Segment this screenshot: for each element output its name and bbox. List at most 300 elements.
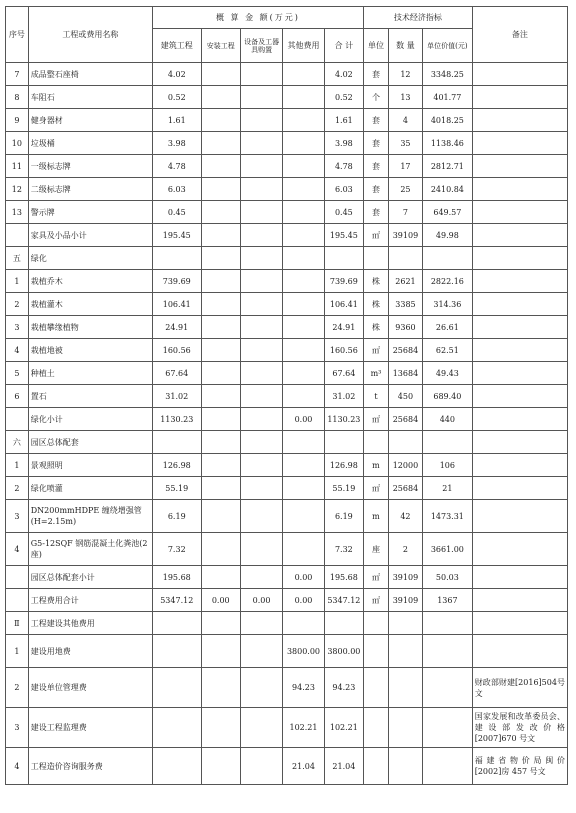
row-build-cell: 195.68 (152, 566, 201, 589)
row-equipment-cell (240, 293, 282, 316)
row-other-cell (283, 339, 324, 362)
row-other-cell (283, 454, 324, 477)
row-build-cell: 106.41 (152, 293, 201, 316)
row-qty-cell: 3385 (388, 293, 422, 316)
row-build-cell: 5347.12 (152, 589, 201, 612)
header-install: 安装工程 (201, 29, 240, 63)
row-unit-cell: 套 (364, 132, 389, 155)
row-install-cell (201, 708, 240, 748)
row-name-cell: 绿化小计 (28, 408, 152, 431)
row-other-cell (283, 178, 324, 201)
header-total: 合 计 (324, 29, 363, 63)
row-other-cell: 21.04 (283, 748, 324, 785)
row-qty-cell (388, 668, 422, 708)
row-install-cell (201, 63, 240, 86)
row-total-cell: 31.02 (324, 385, 363, 408)
row-unit-cell: 个 (364, 86, 389, 109)
row-total-cell: 102.21 (324, 708, 363, 748)
row-seq-cell: 9 (6, 109, 29, 132)
header-build: 建筑工程 (152, 29, 201, 63)
row-name-cell: 绿化 (28, 247, 152, 270)
row-qty-cell (388, 708, 422, 748)
row-unit-cell: ㎡ (364, 589, 389, 612)
row-unit-cell: 株 (364, 270, 389, 293)
row-unit-cell: ㎡ (364, 566, 389, 589)
table-row (6, 109, 568, 132)
row-unit-value-cell: 314.36 (423, 293, 473, 316)
table-row (6, 454, 568, 477)
row-unit-cell: 座 (364, 533, 389, 566)
row-build-cell (152, 708, 201, 748)
row-name-cell: 栽植乔木 (28, 270, 152, 293)
row-build-cell: 55.19 (152, 477, 201, 500)
header-unit-value: 单位价值(元) (423, 29, 473, 63)
row-equipment-cell (240, 247, 282, 270)
row-build-cell (152, 612, 201, 635)
row-build-cell: 0.45 (152, 201, 201, 224)
row-name-cell: 栽植地被 (28, 339, 152, 362)
row-remark-cell (472, 247, 567, 270)
row-unit-value-cell: 1138.46 (423, 132, 473, 155)
row-remark-cell (472, 132, 567, 155)
row-unit-cell (364, 668, 389, 708)
row-name-cell: 栽植灌木 (28, 293, 152, 316)
row-name-cell: 垃圾桶 (28, 132, 152, 155)
row-seq-cell: 10 (6, 132, 29, 155)
row-unit-value-cell: 401.77 (423, 86, 473, 109)
row-other-cell (283, 86, 324, 109)
row-equipment-cell (240, 635, 282, 668)
row-other-cell (283, 500, 324, 533)
row-unit-value-cell: 440 (423, 408, 473, 431)
row-unit-value-cell: 26.61 (423, 316, 473, 339)
table-row (6, 533, 568, 566)
row-other-cell (283, 155, 324, 178)
row-unit-value-cell: 649.57 (423, 201, 473, 224)
row-unit-cell (364, 431, 389, 454)
row-equipment-cell (240, 566, 282, 589)
row-qty-cell: 2 (388, 533, 422, 566)
row-equipment-cell (240, 408, 282, 431)
row-name-cell: 建设工程监理费 (28, 708, 152, 748)
row-remark-cell (472, 533, 567, 566)
row-total-cell: 67.64 (324, 362, 363, 385)
row-other-cell (283, 431, 324, 454)
row-install-cell (201, 339, 240, 362)
row-seq-cell: 1 (6, 454, 29, 477)
row-unit-cell: m³ (364, 362, 389, 385)
row-remark-cell (472, 178, 567, 201)
row-name-cell: 家具及小品小计 (28, 224, 152, 247)
row-other-cell (283, 270, 324, 293)
row-install-cell (201, 385, 240, 408)
table-row (6, 201, 568, 224)
row-name-cell: 工程建设其他费用 (28, 612, 152, 635)
table-body (6, 63, 568, 785)
row-install-cell (201, 533, 240, 566)
row-remark-cell (472, 477, 567, 500)
row-name-cell: 车阻石 (28, 86, 152, 109)
row-other-cell: 0.00 (283, 566, 324, 589)
row-unit-cell: 套 (364, 201, 389, 224)
row-build-cell: 126.98 (152, 454, 201, 477)
header-qty: 数 量 (388, 29, 422, 63)
row-remark-cell (472, 431, 567, 454)
row-qty-cell: 39109 (388, 224, 422, 247)
row-build-cell: 160.56 (152, 339, 201, 362)
row-other-cell (283, 247, 324, 270)
row-build-cell: 1130.23 (152, 408, 201, 431)
table-row (6, 316, 568, 339)
row-remark-cell: 财政部财建[2016]504号文 (472, 668, 567, 708)
row-build-cell: 4.78 (152, 155, 201, 178)
row-remark-cell (472, 316, 567, 339)
row-unit-cell: ㎡ (364, 408, 389, 431)
row-build-cell: 1.61 (152, 109, 201, 132)
row-unit-cell (364, 612, 389, 635)
row-equipment-cell (240, 178, 282, 201)
row-equipment-cell (240, 533, 282, 566)
row-qty-cell: 7 (388, 201, 422, 224)
row-unit-value-cell: 3348.25 (423, 63, 473, 86)
table-row (6, 408, 568, 431)
row-seq-cell: 6 (6, 385, 29, 408)
row-qty-cell: 12000 (388, 454, 422, 477)
row-equipment-cell (240, 224, 282, 247)
row-equipment-cell (240, 668, 282, 708)
row-seq-cell: 13 (6, 201, 29, 224)
row-qty-cell: 25 (388, 178, 422, 201)
row-unit-cell: ㎡ (364, 224, 389, 247)
row-install-cell (201, 477, 240, 500)
row-other-cell: 0.00 (283, 589, 324, 612)
row-unit-value-cell (423, 668, 473, 708)
row-total-cell: 4.78 (324, 155, 363, 178)
cost-estimate-table (5, 6, 568, 785)
row-install-cell (201, 431, 240, 454)
row-qty-cell: 17 (388, 155, 422, 178)
row-unit-value-cell: 106 (423, 454, 473, 477)
row-seq-cell (6, 408, 29, 431)
row-unit-cell: 套 (364, 155, 389, 178)
row-build-cell: 67.64 (152, 362, 201, 385)
row-build-cell: 4.02 (152, 63, 201, 86)
row-other-cell: 94.23 (283, 668, 324, 708)
row-qty-cell: 25684 (388, 477, 422, 500)
row-name-cell: 栽植攀缘植物 (28, 316, 152, 339)
row-other-cell (283, 385, 324, 408)
table-row (6, 339, 568, 362)
row-qty-cell: 39109 (388, 566, 422, 589)
row-total-cell: 3800.00 (324, 635, 363, 668)
row-remark-cell: 国家发展和改革委员会、建设部发改价格[2007]670 号文 (472, 708, 567, 748)
row-qty-cell (388, 612, 422, 635)
row-seq-cell: 2 (6, 668, 29, 708)
row-remark-cell (472, 155, 567, 178)
row-seq-cell (6, 589, 29, 612)
row-equipment-cell (240, 201, 282, 224)
table-row (6, 500, 568, 533)
table-row (6, 155, 568, 178)
row-total-cell: 21.04 (324, 748, 363, 785)
row-equipment-cell (240, 316, 282, 339)
row-build-cell (152, 748, 201, 785)
row-total-cell: 0.45 (324, 201, 363, 224)
row-unit-cell: 株 (364, 293, 389, 316)
row-install-cell (201, 668, 240, 708)
row-qty-cell (388, 247, 422, 270)
row-unit-value-cell: 49.43 (423, 362, 473, 385)
row-other-cell (283, 477, 324, 500)
row-qty-cell: 42 (388, 500, 422, 533)
row-unit-value-cell (423, 612, 473, 635)
row-unit-value-cell (423, 708, 473, 748)
row-name-cell: 园区总体配套 (28, 431, 152, 454)
row-install-cell (201, 201, 240, 224)
row-qty-cell (388, 635, 422, 668)
row-seq-cell: Ⅱ (6, 612, 29, 635)
row-qty-cell: 2621 (388, 270, 422, 293)
row-install-cell (201, 362, 240, 385)
row-name-cell: 一级标志牌 (28, 155, 152, 178)
row-install-cell (201, 224, 240, 247)
row-seq-cell: 3 (6, 316, 29, 339)
row-total-cell: 106.41 (324, 293, 363, 316)
table-row (6, 566, 568, 589)
row-other-cell: 102.21 (283, 708, 324, 748)
row-total-cell: 3.98 (324, 132, 363, 155)
row-total-cell (324, 247, 363, 270)
row-build-cell: 195.45 (152, 224, 201, 247)
row-build-cell (152, 668, 201, 708)
row-unit-cell (364, 748, 389, 785)
row-other-cell: 0.00 (283, 408, 324, 431)
row-other-cell (283, 109, 324, 132)
row-remark-cell (472, 408, 567, 431)
row-seq-cell: 1 (6, 635, 29, 668)
row-name-cell: 警示牌 (28, 201, 152, 224)
header-other: 其他费用 (283, 29, 324, 63)
row-equipment-cell (240, 612, 282, 635)
row-name-cell: 工程造价咨询服务费 (28, 748, 152, 785)
row-unit-value-cell (423, 247, 473, 270)
row-unit-value-cell: 689.40 (423, 385, 473, 408)
row-remark-cell (472, 454, 567, 477)
table-row (6, 431, 568, 454)
cost-estimate-table-page (5, 6, 568, 785)
row-name-cell: 种植土 (28, 362, 152, 385)
row-qty-cell: 13 (388, 86, 422, 109)
row-total-cell: 0.52 (324, 86, 363, 109)
row-remark-cell (472, 589, 567, 612)
row-remark-cell (472, 566, 567, 589)
row-total-cell: 195.45 (324, 224, 363, 247)
row-equipment-cell (240, 477, 282, 500)
table-row (6, 589, 568, 612)
row-qty-cell: 39109 (388, 589, 422, 612)
table-row (6, 477, 568, 500)
row-unit-value-cell: 4018.25 (423, 109, 473, 132)
row-build-cell: 6.19 (152, 500, 201, 533)
row-install-cell (201, 316, 240, 339)
row-install-cell (201, 86, 240, 109)
row-equipment-cell: 0.00 (240, 589, 282, 612)
row-install-cell (201, 109, 240, 132)
row-name-cell: 建设单位管理费 (28, 668, 152, 708)
row-unit-cell: ㎡ (364, 477, 389, 500)
row-install-cell (201, 247, 240, 270)
row-unit-cell: 套 (364, 178, 389, 201)
row-build-cell: 24.91 (152, 316, 201, 339)
row-build-cell: 739.69 (152, 270, 201, 293)
row-equipment-cell (240, 155, 282, 178)
row-qty-cell: 13684 (388, 362, 422, 385)
row-name-cell: DN200mmHDPE 缠绕增强管(H=2.15m) (28, 500, 152, 533)
row-build-cell (152, 247, 201, 270)
row-qty-cell: 450 (388, 385, 422, 408)
row-total-cell: 126.98 (324, 454, 363, 477)
table-row (6, 385, 568, 408)
table-row (6, 86, 568, 109)
row-other-cell (283, 224, 324, 247)
row-seq-cell: 1 (6, 270, 29, 293)
table-row (6, 708, 568, 748)
row-total-cell (324, 612, 363, 635)
row-total-cell: 6.19 (324, 500, 363, 533)
header-seq: 序号 (6, 7, 29, 63)
row-install-cell (201, 178, 240, 201)
row-seq-cell: 3 (6, 500, 29, 533)
row-build-cell (152, 431, 201, 454)
row-install-cell (201, 454, 240, 477)
table-row (6, 63, 568, 86)
header-name: 工程或费用名称 (28, 7, 152, 63)
row-install-cell (201, 612, 240, 635)
row-equipment-cell (240, 748, 282, 785)
row-name-cell: G5-12SQF 钢筋混凝土化粪池(2 座) (28, 533, 152, 566)
table-row (6, 748, 568, 785)
row-unit-value-cell: 2410.84 (423, 178, 473, 201)
row-equipment-cell (240, 708, 282, 748)
row-remark-cell (472, 362, 567, 385)
row-seq-cell: 4 (6, 748, 29, 785)
row-name-cell: 建设用地费 (28, 635, 152, 668)
row-equipment-cell (240, 454, 282, 477)
row-qty-cell: 4 (388, 109, 422, 132)
row-equipment-cell (240, 270, 282, 293)
row-seq-cell: 3 (6, 708, 29, 748)
row-name-cell: 绿化喷灌 (28, 477, 152, 500)
table-row (6, 612, 568, 635)
table-row (6, 293, 568, 316)
row-name-cell: 成品整石座椅 (28, 63, 152, 86)
row-unit-cell: 套 (364, 109, 389, 132)
row-seq-cell: 五 (6, 247, 29, 270)
row-install-cell (201, 635, 240, 668)
row-equipment-cell (240, 500, 282, 533)
row-total-cell (324, 431, 363, 454)
row-other-cell (283, 316, 324, 339)
header-equipment: 设备及工器具购置 (240, 29, 282, 63)
row-total-cell: 6.03 (324, 178, 363, 201)
row-remark-cell (472, 293, 567, 316)
row-build-cell: 0.52 (152, 86, 201, 109)
row-equipment-cell (240, 109, 282, 132)
row-install-cell (201, 748, 240, 785)
row-other-cell (283, 63, 324, 86)
row-unit-value-cell (423, 431, 473, 454)
table-row (6, 362, 568, 385)
row-seq-cell (6, 224, 29, 247)
row-total-cell: 739.69 (324, 270, 363, 293)
row-seq-cell: 2 (6, 293, 29, 316)
row-name-cell: 景观照明 (28, 454, 152, 477)
header-remark: 备注 (472, 7, 567, 63)
row-unit-cell (364, 708, 389, 748)
table-row (6, 270, 568, 293)
row-unit-value-cell: 49.98 (423, 224, 473, 247)
table-row (6, 132, 568, 155)
row-build-cell: 3.98 (152, 132, 201, 155)
row-unit-cell: m (364, 500, 389, 533)
row-equipment-cell (240, 339, 282, 362)
table-row (6, 247, 568, 270)
row-equipment-cell (240, 362, 282, 385)
row-install-cell (201, 132, 240, 155)
row-equipment-cell (240, 132, 282, 155)
row-qty-cell: 9360 (388, 316, 422, 339)
row-seq-cell: 11 (6, 155, 29, 178)
row-other-cell (283, 533, 324, 566)
row-unit-value-cell (423, 635, 473, 668)
table-row (6, 178, 568, 201)
table-row (6, 668, 568, 708)
row-total-cell: 94.23 (324, 668, 363, 708)
row-unit-cell: m (364, 454, 389, 477)
row-unit-cell: 套 (364, 63, 389, 86)
row-remark-cell (472, 339, 567, 362)
row-remark-cell (472, 224, 567, 247)
row-install-cell (201, 270, 240, 293)
row-build-cell (152, 635, 201, 668)
row-equipment-cell (240, 385, 282, 408)
row-equipment-cell (240, 431, 282, 454)
row-seq-cell: 5 (6, 362, 29, 385)
row-unit-value-cell: 3661.00 (423, 533, 473, 566)
row-qty-cell: 12 (388, 63, 422, 86)
row-qty-cell: 25684 (388, 339, 422, 362)
row-name-cell: 置石 (28, 385, 152, 408)
row-unit-value-cell: 2822.16 (423, 270, 473, 293)
row-install-cell (201, 155, 240, 178)
row-other-cell (283, 201, 324, 224)
row-install-cell: 0.00 (201, 589, 240, 612)
row-total-cell: 1130.23 (324, 408, 363, 431)
row-unit-value-cell: 2812.71 (423, 155, 473, 178)
row-total-cell: 1.61 (324, 109, 363, 132)
table-row (6, 635, 568, 668)
row-seq-cell: 2 (6, 477, 29, 500)
row-unit-cell: t (364, 385, 389, 408)
row-qty-cell: 25684 (388, 408, 422, 431)
header-unit: 单位 (364, 29, 389, 63)
row-seq-cell: 4 (6, 339, 29, 362)
row-unit-value-cell: 62.51 (423, 339, 473, 362)
row-remark-cell (472, 635, 567, 668)
row-install-cell (201, 500, 240, 533)
row-seq-cell (6, 566, 29, 589)
row-total-cell: 195.68 (324, 566, 363, 589)
